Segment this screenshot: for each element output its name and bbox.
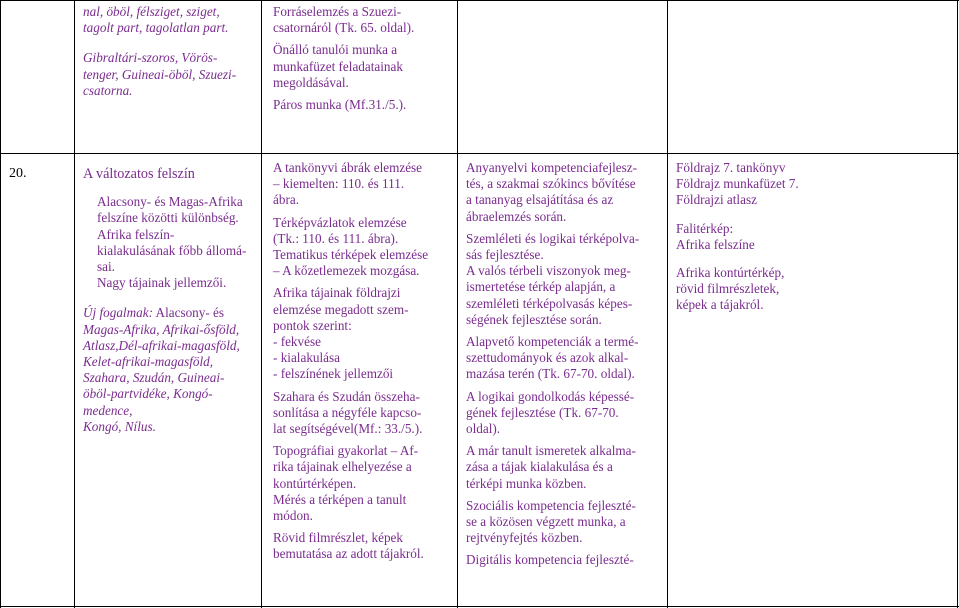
- text-line: (Tk.: 110. és 111. ábra).: [273, 230, 399, 246]
- text-line: gének fejlesztése (Tk. 67-70.: [466, 404, 619, 420]
- competency-paragraph: [466, 552, 666, 568]
- text-line: megoldásával.: [273, 74, 349, 90]
- text-line: A logikai gondolkodás képessé-: [466, 388, 635, 404]
- text-line: felszíne közötti különbség.: [97, 210, 239, 226]
- text-line: sonlítása a négyféle kapcso-: [273, 404, 422, 420]
- activity-paragraph: [273, 530, 457, 562]
- text-line: nal, öböl, félsziget, sziget,: [83, 4, 220, 19]
- text-line: Önálló tanulói munka a: [273, 42, 398, 58]
- text-line: rövid filmrészletek,: [676, 281, 780, 297]
- text-line: bemutatása az adott tájakról.: [273, 546, 424, 562]
- text-line: rika tájainak elhelyezése a: [273, 459, 412, 475]
- text-line: ismertetése térkép alapján, a: [466, 279, 616, 295]
- text-line: sás fejlesztése.: [466, 247, 544, 263]
- text-line: kialakulásának főbb állomá-: [97, 242, 247, 258]
- competency-paragraph: [466, 389, 666, 438]
- text-line: Páros munka (Mf.31./5.).: [273, 97, 407, 113]
- text-line: Szemléleti és logikai térképolva-: [466, 230, 640, 246]
- text-line: Földrajz munkafüzet 7.: [676, 176, 799, 192]
- text-line: módon.: [273, 508, 313, 524]
- col-divider: [0, 0, 1, 608]
- top-topography-cell: [83, 4, 259, 105]
- text-line: Nagy tájainak jellemzői.: [97, 275, 227, 291]
- resource-paragraph: [676, 265, 954, 314]
- text-line: Afrika felszíne: [676, 236, 755, 252]
- text-line: Szociális kompetencia fejleszté-: [466, 497, 636, 513]
- text-line: lat segítségével(Mf.: 33./5.).: [273, 421, 423, 437]
- text-line: Falitérkép:: [676, 220, 734, 236]
- competency-paragraph: [466, 443, 666, 492]
- activity-paragraph: [273, 4, 455, 36]
- lesson-topics: [83, 194, 259, 291]
- text-line: Afrika kontúrtérkép,: [676, 265, 785, 281]
- text-line: Atlasz,Dél-afrikai-magasföld,: [83, 337, 240, 353]
- text-line: rejtvényfejtés közben.: [466, 530, 583, 546]
- text-line: képek a tájakról.: [676, 297, 764, 313]
- text-line: se a közösen végzett munka, a: [466, 514, 626, 530]
- activity-paragraph: [273, 160, 457, 209]
- col-divider: [261, 0, 262, 608]
- text-line: ségének fejlesztése során.: [466, 311, 602, 327]
- new-terms: [83, 305, 259, 435]
- activity-paragraph: [273, 97, 455, 113]
- activities-cell: [273, 160, 457, 569]
- text-line: zása a tájak kialakulása és a: [466, 459, 613, 475]
- text-line: pontok szerint:: [273, 317, 352, 333]
- text-line: – A kőzetlemezek mozgása.: [273, 263, 420, 279]
- text-line: ábraelemzés során.: [466, 208, 567, 224]
- text-line: sai.: [97, 259, 115, 275]
- col-divider: [957, 0, 958, 608]
- text-line: a tananyag elsajátítása és az: [466, 192, 614, 208]
- text-line: Alacsony- és Magas-Afrika: [97, 194, 243, 210]
- text-line: Kongó, Nílus.: [83, 418, 156, 434]
- text-line: tenger, Guineai-öböl, Szuezi-: [83, 66, 237, 82]
- col-divider: [667, 0, 668, 608]
- text-line: Magas-Afrika, Afrikai-ősföld,: [83, 321, 240, 337]
- competencies-cell: [466, 160, 666, 575]
- text-line: Mérés a térképen a tanult: [273, 491, 407, 507]
- activity-paragraph: [273, 389, 457, 438]
- text-line: – kiemelten: 110. és 111.: [273, 176, 405, 192]
- table-border-bottom: [0, 606, 959, 607]
- competency-paragraph: [466, 231, 666, 328]
- text-line: Kelet-afrikai-magasföld,: [83, 354, 214, 370]
- text-line: A már tanult ismeretek alkalma-: [466, 443, 636, 459]
- text-line: Szahara, Szudán, Guineai-: [83, 370, 225, 386]
- text-line: Topográfiai gyakorlat – Af-: [273, 443, 419, 459]
- text-line: Afrika tájainak földrajzi: [273, 285, 401, 301]
- competency-paragraph: [466, 498, 666, 547]
- text-line: Alacsony- és: [155, 305, 225, 321]
- lesson-title: A változatos felszín: [83, 166, 195, 182]
- text-line: Forráselemzés a Szuezi-: [273, 4, 402, 19]
- col-divider: [74, 0, 75, 608]
- text-line: munkafüzet feladatainak: [273, 58, 403, 74]
- text-line: tés, a szakmai szókincs bővítése: [466, 176, 636, 192]
- text-line: medence,: [83, 402, 133, 418]
- text-line: öböl-partvidéke, Kongó-: [83, 386, 213, 402]
- resource-paragraph: [676, 160, 954, 209]
- text-line: A tankönyvi ábrák elemzése: [273, 160, 423, 175]
- text-line: csatornáról (Tk. 65. oldal).: [273, 20, 415, 36]
- text-line: csatorna.: [83, 82, 133, 98]
- text-line: - fekvése: [273, 334, 321, 350]
- activity-paragraph: [273, 285, 457, 382]
- text-line: szettudományok és azok alkal-: [466, 350, 629, 366]
- text-line: Anyanyelvi kompetenciafejlesz-: [466, 160, 637, 175]
- competency-paragraph: [466, 334, 666, 383]
- lesson-content-cell: [83, 166, 259, 441]
- text-line: Térképvázlatok elemzése: [273, 214, 407, 230]
- text-line: - felszínének jellemzői: [273, 366, 394, 382]
- text-line: Rövid filmrészlet, képek: [273, 530, 404, 546]
- text-line: szemléleti térképolvasás képes-: [466, 295, 633, 311]
- new-terms-label: Új fogalmak:: [83, 305, 153, 321]
- competency-paragraph: [466, 160, 666, 225]
- topography-paragraph: [83, 50, 259, 99]
- text-line: A valós térbeli viszonyok meg-: [466, 263, 631, 279]
- text-line: térképi munka közben.: [466, 475, 587, 491]
- activity-paragraph: [273, 443, 457, 524]
- text-line: kontúrtérképen.: [273, 475, 357, 491]
- topography-paragraph: [83, 4, 259, 36]
- resources-cell: [676, 160, 954, 320]
- text-line: ábra.: [273, 192, 299, 208]
- text-line: elemzése megadott szem-: [273, 301, 409, 317]
- text-line: Gibraltári-szoros, Vörös-: [83, 50, 218, 66]
- text-line: Földrajzi atlasz: [676, 192, 757, 208]
- lesson-number: 20.: [9, 166, 27, 181]
- activity-paragraph: [273, 42, 455, 91]
- resource-paragraph: [676, 221, 954, 253]
- text-line: - kialakulása: [273, 350, 341, 366]
- col-divider: [457, 0, 458, 608]
- top-activities-cell: [273, 4, 455, 119]
- text-line: tagolt part, tagolatlan part.: [83, 20, 229, 36]
- text-line: Afrika felszín-: [97, 226, 175, 242]
- table-border-top: [0, 0, 959, 1]
- text-line: Szahara és Szudán összeha-: [273, 388, 420, 404]
- text-line: mazása terén (Tk. 67-70. oldal).: [466, 366, 635, 382]
- text-line: oldal).: [466, 421, 501, 437]
- text-line: Tematikus térképek elemzése: [273, 247, 429, 263]
- row-divider: [0, 153, 959, 154]
- text-line: Alapvető kompetenciák a termé-: [466, 334, 639, 350]
- text-line: Földrajz 7. tankönyv: [676, 160, 786, 175]
- text-line: Digitális kompetencia fejleszté-: [466, 552, 634, 568]
- activity-paragraph: [273, 215, 457, 280]
